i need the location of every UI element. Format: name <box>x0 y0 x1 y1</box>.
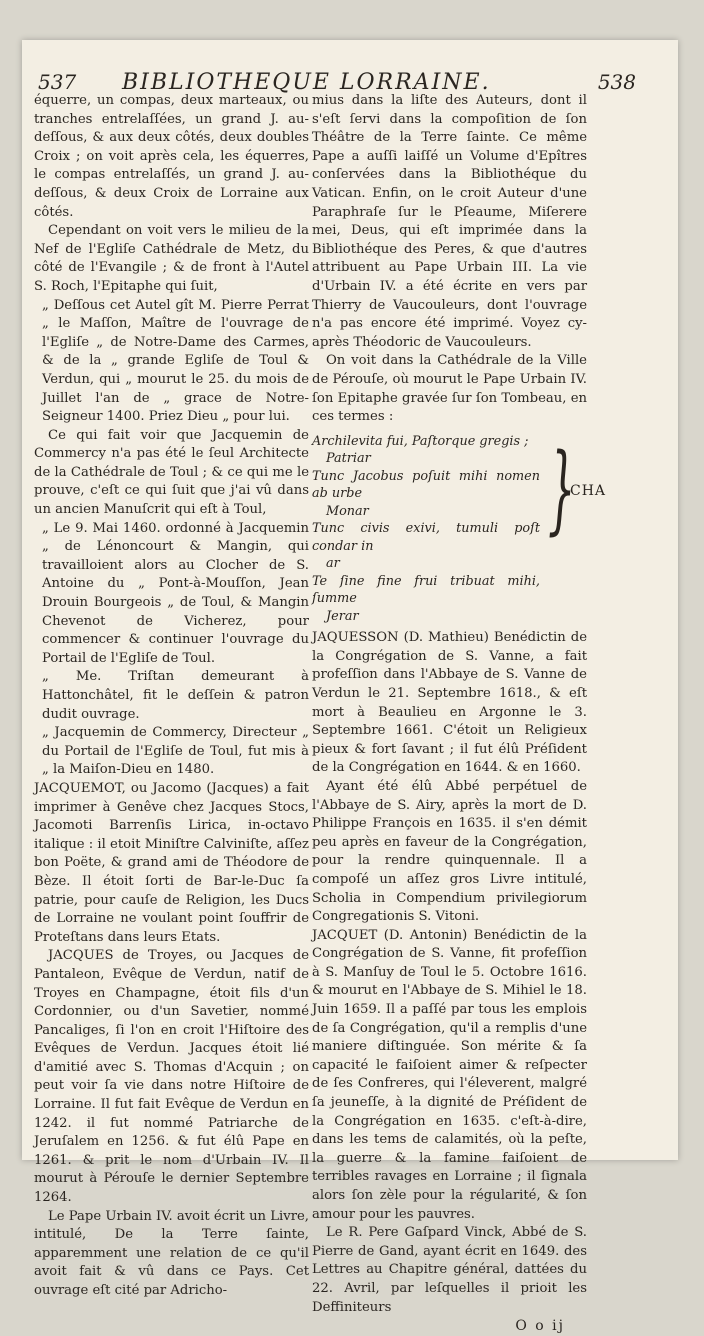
verse-line: Tunc Jacobus poſuit mihi nomen ab urbe <box>312 468 540 502</box>
verse-line: Archilevita fui, Paſtorque gregis ; <box>312 433 529 449</box>
paragraph: „ Jacquemin de Commercy, Directeur „ du Portail de l'Egliſe de Toul, fut mis à „ la Maiſon-Dieu en 1480. <box>42 725 309 778</box>
entry-jacques-de-troyes: JACQUES de Troyes, ou Jacques de Pantaleon, Evêque de Verdun, natif de Troyes en Champagne, étoit fils d'un Cordonnier, ou d'un Savetier, nommé Pancaliges, ſi l'on en croit l'Hiſtoire des Evêques de Verdun. Jacques étoit lié d'amitié avec S. Thomas d'Acquin ; on peut voir ſa vie dans notre Hiſtoire de Lorraine. Il fut fait Evêque de Verdun en 1242. il fut nommé Patriarche de Jeruſalem en 1256. & fut élû Pape en 1261. & prit le nom d'Urbain IV. Il mourut à Pérouſe le dernier Septembre 1264. <box>34 948 309 1206</box>
signature-mark: O o ij <box>515 1318 565 1335</box>
curly-brace: } <box>548 432 576 545</box>
paragraph: mius dans la liſte des Auteurs, dont il s'eſt ſervi dans la compoſition de ſon Théâtre de la Terre ſainte. Ce même Pape a auſſi laiſſé un Volume d'Epîtres conſervées dans la Bibliothéque du Vatican. Enfin, on le croit Auteur d'une Paraphraſe ſur le Pſeaume, Miſerere mei, Deus, qui eſt imprimée dans la Bibliothéque des Peres, & que d'autres attribuent au Pape Urbain III. La vie d'Urbain IV. a été écrite en vers par Thierry de Vaucouleurs, dont l'ouvrage n'a pas encore été imprimé. Voyez cy-après Théodoric de Vaucouleurs. <box>312 93 587 350</box>
entry-jaquesson: JAQUESSON (D. Mathieu) Benédictin de la Congrégation de S. Vanne, a fait profeſſion dans l'Abbaye de S. Vanne de Verdun le 21. Septembre 1618., & eſt mort à Beaulieu en Argonne le 3. Septembre 1661. C'étoit un Religieux pieux & fort ſavant ; il fut élû Préſident de la Congrégation en 1644. & en 1660. <box>312 630 587 776</box>
paragraph: Ayant été élû Abbé perpétuel de l'Abbaye de S. Airy, après la mort de D. Philippe François en 1635. il s'en démit peu après en faveur de la Congrégation, pour la rendre quinquennale. Il a compoſé un aſſez gros Livre intitulé, Scholia in Compendium privilegiorum Congregationis S. Vitoni. <box>312 778 587 925</box>
paragraph: Le R. Pere Gaſpard Vinck, Abbé de S. Pierre de Gand, ayant écrit en 1649. des Lettres au Chapitre général, dattées du 22. Avril, par leſquelles il prioit les Deffiniteurs <box>312 1225 587 1315</box>
paragraph: „ Me. Triſtan demeurant à Hattonchâtel, fit le deſſein & patron dudit ouvrage. <box>42 669 309 722</box>
paragraph: Ce qui fait voir que Jacquemin de Commercy n'a pas été le ſeul Architecte de la Cathédrale de Toul ; & ce qui me le prouve, c'eſt ce qui ſuit que j'ai vû dans un ancien Manuſcrit qui eſt à Toul, <box>34 427 309 518</box>
verse-line: Jerar <box>326 608 359 624</box>
book-page <box>22 40 678 1335</box>
paragraph: équerre, un compas, deux marteaux, ou tranches entrelaſſées, un grand J. au-deſſous, & aux deux côtés, deux doubles Croix ; on voit après cela, les équerres, le compas entrelaſſés, un grand J. au-deſſous, & deux Croix de Lorraine aux côtés. <box>34 93 309 220</box>
paragraph: Cependant on voit vers le milieu de la Nef de l'Egliſe Cathédrale de Metz, du côté de l'Evangile ; & de front à l'Autel S. Roch, l'Epitaphe qui ſuit, <box>34 223 309 294</box>
verse-line: ar <box>326 556 340 572</box>
page-number-right: 538 <box>597 70 636 94</box>
paragraph: „ Deſſous cet Autel gît M. Pierre Perrat „ le Maſſon, Maître de l'ouvrage de l'Egliſe „ de Notre-Dame des Carmes, & de la „ grande Egliſe de Toul & Verdun, qui „ mourut le 25. du mois de Juillet l'an de „ grace de Notre-Seigneur 1400. Priez Dieu „ pour lui. <box>42 297 309 425</box>
brace-label: CHA <box>570 482 607 499</box>
epitaph-verse <box>312 432 607 626</box>
paragraph: On voit dans la Cathédrale de la Ville de Pérouſe, où mourut le Pape Urbain IV. ſon Epitaphe gravée ſur ſon Tombeau, en ces termes : <box>312 353 587 425</box>
page-number-left: 537 <box>38 70 77 94</box>
entry-jacquet: JACQUET (D. Antonin) Benédictin de la Congrégation de S. Vanne, fit profeſſion à S. Manſuy de Toul le 5. Octobre 1616. & mourut en l'Abbaye de S. Mihiel le 18. Juin 1659. Il a paſſé par tous les emplois de ſa Congrégation, qu'il a remplis d'une maniere diſtinguée. Son mérite & ſa capacité le faiſoient aimer & reſpecter de ſes Confreres, qui l'éleverent, malgré ſa jeuneſſe, à la dignité de Préſident de la Congrégation en 1635. c'eſt-à-dire, dans les tems de calamités, où la peſte, la guerre & la famine faiſoient de terribles ravages en Lorraine ; il ſignala alors ſon zèle pour la régularité, & ſon amour pour les pauvres. <box>312 927 587 1222</box>
verse-line: Te ſine fine frui tribuat mihi, ſumme <box>312 573 540 607</box>
verse-line: Monar <box>326 503 369 519</box>
verse-line: Tunc civis exivi, tumuli poſt condar in <box>312 521 540 554</box>
paragraph: Le Pape Urbain IV. avoit écrit un Livre, intitulé, De la Terre ſainte, apparemment une relation de ce qu'il avoit fait & vû dans ce Pays. Cet ouvrage eſt cité par Adricho- <box>34 1208 309 1298</box>
entry-jacquemot: JACQUEMOT, ou Jacomo (Jacques) a fait imprimer à Genêve chez Jacques Stocs, Jacomoti Barrenſis Lirica, in-octavo italique : il etoit Miniſtre Calviniſte, aſſez bon Poëte, & grand ami de Théodore de Bèze. Il étoit ſorti de Bar-le-Duc ſa patrie, pour cauſe de Religion, les Ducs de Lorraine ne voulant point ſouffrir de Proteſtans dans leurs Etats. <box>34 780 309 945</box>
running-title: BIBLIOTHEQUE LORRAINE. <box>122 70 491 95</box>
left-column <box>34 92 309 1301</box>
right-column <box>312 92 607 1336</box>
paragraph: „ Le 9. Mai 1460. ordonné à Jacquemin „ de Lénoncourt & Mangin, qui travailloient alors au Clocher de S. Antoine du „ Pont-à-Mouſſon, Jean Drouin Bourgeois „ de Toul, & Mangin Chevenot de Vicherez, pour commencer & continuer l'ouvrage du Portail de l'Egliſe de Toul. <box>42 520 309 666</box>
verse-line: Patriar <box>326 451 371 467</box>
